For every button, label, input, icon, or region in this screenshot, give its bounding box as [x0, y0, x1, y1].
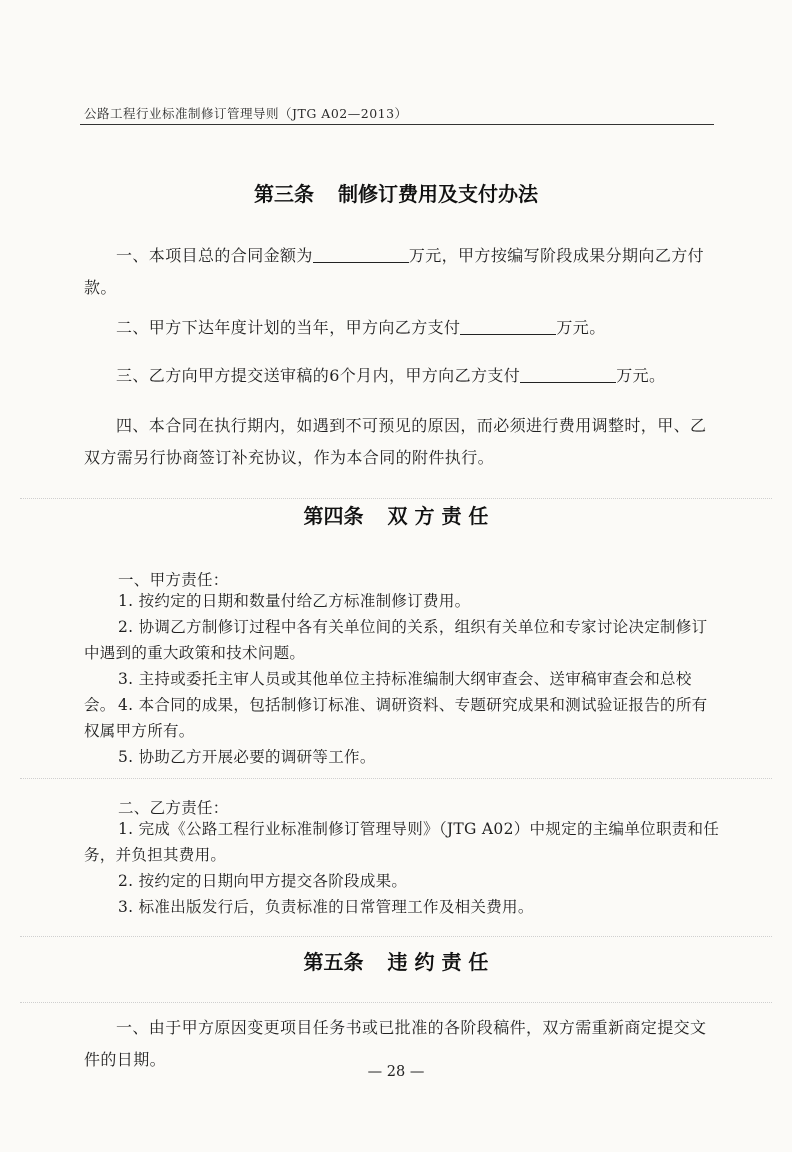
amount-blank-1[interactable]: [313, 246, 409, 263]
running-header: 公路工程行业标准制修订管理导则（JTG A02—2013）: [84, 106, 408, 121]
article-5-paragraph-1: 一、由于甲方原因变更项目任务书或已批准的各阶段稿件，双方需重新商定提交文件的日期。: [84, 1018, 707, 1069]
article-3-title: 制修订费用及支付办法: [338, 182, 538, 206]
party-a-item: 1. 按约定的日期和数量付给乙方标准制修订费用。: [118, 592, 471, 610]
scan-dotted-line: [20, 1002, 772, 1003]
party-a-item: 5. 协助乙方开展必要的调研等工作。: [118, 748, 376, 766]
article-3-number: 第三条: [254, 182, 314, 206]
amount-blank-3[interactable]: [520, 366, 616, 383]
scan-dotted-line: [20, 498, 772, 499]
article-4-title: 双 方 责 任: [387, 504, 489, 528]
article-4-heading: [0, 500, 792, 529]
scan-dotted-line: [20, 778, 772, 779]
article-5-title: 违 约 责 任: [387, 950, 489, 974]
article-4-number: 第四条: [303, 504, 364, 528]
party-b-heading: 二、乙方责任：: [118, 799, 229, 817]
amount-blank-2[interactable]: [460, 318, 556, 335]
article-3-heading: [0, 178, 792, 207]
page-number: — 28 —: [367, 1064, 425, 1080]
article-3-paragraph-1: 一、本项目总的合同金额为 万元，甲方按编写阶段成果分期向乙方付款。: [84, 246, 705, 297]
article-3-paragraph-3: 三、乙方向甲方提交送审稿的6个月内，甲方向乙方支付 万元。: [116, 366, 666, 385]
article-3-paragraph-4: 四、本合同在执行期内，如遇到不可预见的原因，而必须进行费用调整时，甲、乙双方需另行协商签订补充协议，作为本合同的附件执行。: [84, 416, 707, 467]
party-a-item: 3. 主持或委托主审人员或其他单位主持标准编制大纲审查会、送审稿审查会和总校会。: [84, 670, 692, 714]
party-b-item: 1. 完成《公路工程行业标准制修订管理导则》（JTG A02）中规定的主编单位职责和任务，并负担其费用。: [84, 820, 720, 864]
article-3-paragraph-2: 二、甲方下达年度计划的当年，甲方向乙方支付 万元。: [116, 318, 606, 337]
party-b-item: 2. 按约定的日期向甲方提交各阶段成果。: [118, 872, 408, 890]
party-a-heading: 一、甲方责任：: [118, 571, 229, 589]
article-5-heading: [0, 946, 792, 975]
party-a-item: 2. 协调乙方制修订过程中各有关单位间的关系，组织有关单位和专家讨论决定制修订中遇到的重大政策和技术问题。: [84, 618, 708, 662]
party-b-item: 3. 标准出版发行后，负责标准的日常管理工作及相关费用。: [118, 898, 534, 916]
party-a-item: 4. 本合同的成果，包括制修订标准、调研资料、专题研究成果和测试验证报告的所有权属甲方所有。: [84, 696, 708, 740]
article-5-number: 第五条: [303, 950, 364, 974]
scan-dotted-line: [20, 936, 772, 937]
header-rule: [80, 124, 714, 125]
